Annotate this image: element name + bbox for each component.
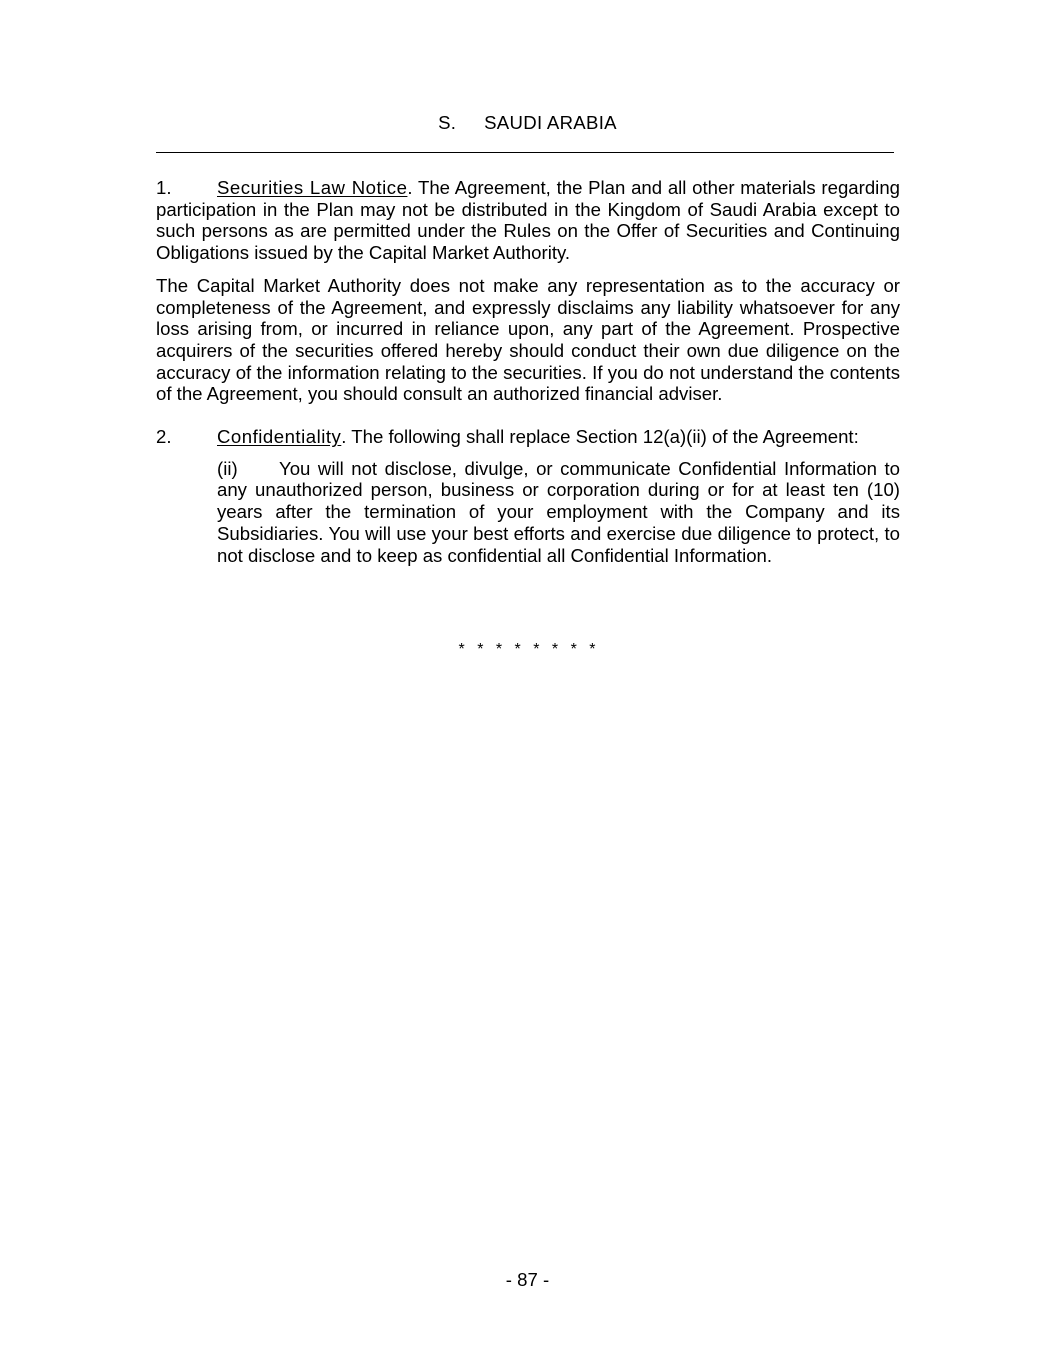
subparagraph-ii <box>217 458 900 567</box>
paragraph-number: 2. <box>156 426 172 448</box>
paragraph-cma-disclaimer: The Capital Market Authority does not make any representation as to the accuracy or completeness of the Agreement, and expressly disclaims any liability whatsoever for any loss arising from, or incurred in reliance upon, any part of the Agreement. Prospective acquirers of the securities offered hereby should conduct their own due diligence on the accuracy of the information relating to the securities. If you do not understand the contents of the Agreement, you should consult an authorized financial adviser. <box>156 274 900 405</box>
end-separator: * * * * * * * * <box>458 641 597 658</box>
heading-divider <box>156 152 894 153</box>
section-heading <box>0 112 1055 134</box>
paragraph-number: 1. <box>156 177 172 198</box>
subparagraph-number: (ii) <box>217 457 238 479</box>
document-body <box>156 177 900 566</box>
paragraph-title: Securities Law Notice <box>217 177 408 198</box>
paragraph-securities-law-notice <box>156 177 900 264</box>
section-letter: S. <box>438 112 457 133</box>
paragraph-title: Confidentiality <box>217 426 342 448</box>
paragraph-text: . The Agreement, the Plan and all other materials regarding participation in the Plan may not be distributed in the Kingdom of Saudi Arabia except to such persons as are permitted under the Rules on the Offer of Securities and Continuing Obligations issued by the Capital Market Authority. <box>156 177 900 264</box>
paragraph-text: . The following shall replace Section 12(a)(ii) of the Agreement: <box>341 426 859 448</box>
paragraph-confidentiality <box>156 426 900 448</box>
subparagraph-text: You will not disclose, divulge, or communicate Confidential Information to any unauthorized person, business or corporation during or for at least ten (10) years after the termination of your employment with the Company and its Subsidiaries. You will use your best efforts and exercise due diligence to protect, to not disclose and to keep as confidential all Confidential Information. <box>217 457 900 566</box>
page-number: - 87 - <box>505 1269 550 1290</box>
section-title: SAUDI ARABIA <box>484 112 617 133</box>
